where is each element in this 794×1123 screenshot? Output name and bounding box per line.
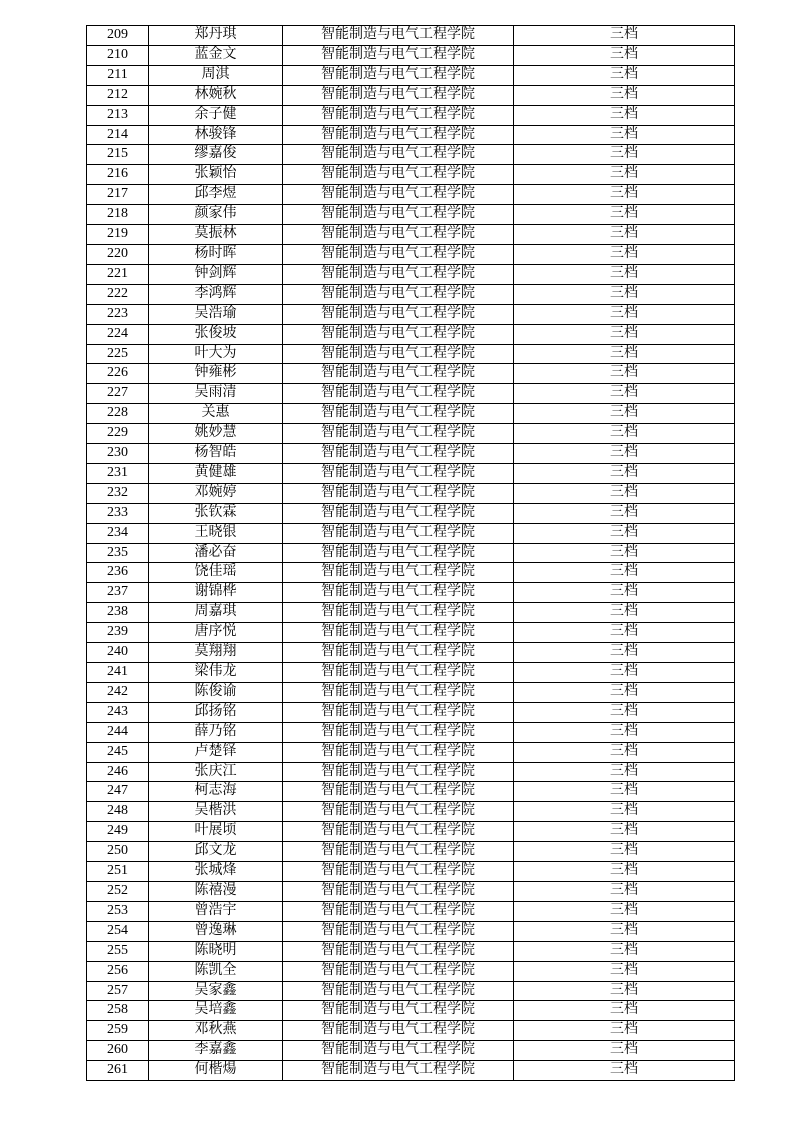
cell-sequence-number: 249 bbox=[87, 822, 149, 842]
cell-student-name: 李嘉鑫 bbox=[149, 1041, 283, 1061]
cell-college-name: 智能制造与电气工程学院 bbox=[283, 165, 514, 185]
cell-sequence-number: 248 bbox=[87, 802, 149, 822]
cell-college-name: 智能制造与电气工程学院 bbox=[283, 65, 514, 85]
cell-tier-level: 三档 bbox=[514, 463, 735, 483]
cell-tier-level: 三档 bbox=[514, 682, 735, 702]
cell-tier-level: 三档 bbox=[514, 1021, 735, 1041]
cell-sequence-number: 217 bbox=[87, 185, 149, 205]
cell-student-name: 邱文龙 bbox=[149, 842, 283, 862]
cell-sequence-number: 225 bbox=[87, 344, 149, 364]
cell-student-name: 陈凯全 bbox=[149, 961, 283, 981]
cell-sequence-number: 253 bbox=[87, 901, 149, 921]
cell-sequence-number: 236 bbox=[87, 563, 149, 583]
cell-student-name: 莫振林 bbox=[149, 225, 283, 245]
cell-sequence-number: 243 bbox=[87, 702, 149, 722]
cell-sequence-number: 244 bbox=[87, 722, 149, 742]
cell-sequence-number: 210 bbox=[87, 45, 149, 65]
cell-college-name: 智能制造与电气工程学院 bbox=[283, 503, 514, 523]
cell-college-name: 智能制造与电气工程学院 bbox=[283, 85, 514, 105]
table-row bbox=[87, 682, 735, 702]
table-row bbox=[87, 483, 735, 503]
table-row bbox=[87, 523, 735, 543]
cell-college-name: 智能制造与电气工程学院 bbox=[283, 563, 514, 583]
cell-sequence-number: 223 bbox=[87, 304, 149, 324]
cell-tier-level: 三档 bbox=[514, 304, 735, 324]
cell-tier-level: 三档 bbox=[514, 722, 735, 742]
cell-college-name: 智能制造与电气工程学院 bbox=[283, 881, 514, 901]
cell-sequence-number: 231 bbox=[87, 463, 149, 483]
table-row bbox=[87, 45, 735, 65]
cell-sequence-number: 246 bbox=[87, 762, 149, 782]
cell-college-name: 智能制造与电气工程学院 bbox=[283, 901, 514, 921]
cell-tier-level: 三档 bbox=[514, 663, 735, 683]
cell-student-name: 张钦霖 bbox=[149, 503, 283, 523]
table-row bbox=[87, 264, 735, 284]
cell-student-name: 钟剑辉 bbox=[149, 264, 283, 284]
cell-tier-level: 三档 bbox=[514, 543, 735, 563]
table-row bbox=[87, 921, 735, 941]
cell-tier-level: 三档 bbox=[514, 185, 735, 205]
cell-college-name: 智能制造与电气工程学院 bbox=[283, 822, 514, 842]
cell-student-name: 叶大为 bbox=[149, 344, 283, 364]
cell-tier-level: 三档 bbox=[514, 742, 735, 762]
cell-college-name: 智能制造与电气工程学院 bbox=[283, 45, 514, 65]
cell-college-name: 智能制造与电气工程学院 bbox=[283, 26, 514, 46]
cell-student-name: 张城烽 bbox=[149, 862, 283, 882]
cell-college-name: 智能制造与电气工程学院 bbox=[283, 1021, 514, 1041]
cell-student-name: 莫翔翔 bbox=[149, 643, 283, 663]
table-row bbox=[87, 1001, 735, 1021]
cell-college-name: 智能制造与电气工程学院 bbox=[283, 583, 514, 603]
cell-sequence-number: 216 bbox=[87, 165, 149, 185]
cell-student-name: 梁伟龙 bbox=[149, 663, 283, 683]
cell-student-name: 张俊坡 bbox=[149, 324, 283, 344]
cell-college-name: 智能制造与电气工程学院 bbox=[283, 961, 514, 981]
cell-sequence-number: 227 bbox=[87, 384, 149, 404]
table-row bbox=[87, 225, 735, 245]
cell-college-name: 智能制造与电气工程学院 bbox=[283, 921, 514, 941]
cell-college-name: 智能制造与电气工程学院 bbox=[283, 463, 514, 483]
cell-sequence-number: 222 bbox=[87, 284, 149, 304]
cell-college-name: 智能制造与电气工程学院 bbox=[283, 284, 514, 304]
cell-tier-level: 三档 bbox=[514, 603, 735, 623]
cell-sequence-number: 260 bbox=[87, 1041, 149, 1061]
cell-sequence-number: 238 bbox=[87, 603, 149, 623]
cell-sequence-number: 250 bbox=[87, 842, 149, 862]
cell-student-name: 吴雨清 bbox=[149, 384, 283, 404]
cell-student-name: 缪嘉俊 bbox=[149, 145, 283, 165]
cell-tier-level: 三档 bbox=[514, 862, 735, 882]
cell-tier-level: 三档 bbox=[514, 364, 735, 384]
cell-college-name: 智能制造与电气工程学院 bbox=[283, 663, 514, 683]
cell-sequence-number: 219 bbox=[87, 225, 149, 245]
table-row bbox=[87, 1021, 735, 1041]
cell-student-name: 薛乃铭 bbox=[149, 722, 283, 742]
table-row bbox=[87, 165, 735, 185]
cell-college-name: 智能制造与电气工程学院 bbox=[283, 225, 514, 245]
table-row bbox=[87, 205, 735, 225]
cell-student-name: 曾浩宇 bbox=[149, 901, 283, 921]
table-row bbox=[87, 244, 735, 264]
cell-sequence-number: 229 bbox=[87, 424, 149, 444]
cell-sequence-number: 221 bbox=[87, 264, 149, 284]
table-row bbox=[87, 304, 735, 324]
cell-student-name: 姚妙慧 bbox=[149, 424, 283, 444]
cell-college-name: 智能制造与电气工程学院 bbox=[283, 523, 514, 543]
cell-student-name: 杨智皓 bbox=[149, 444, 283, 464]
table-row bbox=[87, 742, 735, 762]
table-row bbox=[87, 1041, 735, 1061]
table-row bbox=[87, 404, 735, 424]
cell-tier-level: 三档 bbox=[514, 702, 735, 722]
cell-tier-level: 三档 bbox=[514, 384, 735, 404]
table-row bbox=[87, 643, 735, 663]
cell-sequence-number: 242 bbox=[87, 682, 149, 702]
cell-college-name: 智能制造与电气工程学院 bbox=[283, 205, 514, 225]
cell-tier-level: 三档 bbox=[514, 623, 735, 643]
cell-tier-level: 三档 bbox=[514, 802, 735, 822]
cell-student-name: 林骏锋 bbox=[149, 125, 283, 145]
cell-sequence-number: 252 bbox=[87, 881, 149, 901]
cell-sequence-number: 255 bbox=[87, 941, 149, 961]
cell-tier-level: 三档 bbox=[514, 85, 735, 105]
cell-tier-level: 三档 bbox=[514, 165, 735, 185]
cell-tier-level: 三档 bbox=[514, 643, 735, 663]
table-row bbox=[87, 603, 735, 623]
cell-tier-level: 三档 bbox=[514, 244, 735, 264]
cell-college-name: 智能制造与电气工程学院 bbox=[283, 1001, 514, 1021]
cell-college-name: 智能制造与电气工程学院 bbox=[283, 862, 514, 882]
cell-college-name: 智能制造与电气工程学院 bbox=[283, 782, 514, 802]
cell-college-name: 智能制造与电气工程学院 bbox=[283, 603, 514, 623]
table-row bbox=[87, 862, 735, 882]
cell-tier-level: 三档 bbox=[514, 145, 735, 165]
table-row bbox=[87, 125, 735, 145]
cell-college-name: 智能制造与电气工程学院 bbox=[283, 125, 514, 145]
cell-sequence-number: 245 bbox=[87, 742, 149, 762]
cell-student-name: 柯志海 bbox=[149, 782, 283, 802]
cell-tier-level: 三档 bbox=[514, 324, 735, 344]
cell-sequence-number: 213 bbox=[87, 105, 149, 125]
table-row bbox=[87, 901, 735, 921]
table-row bbox=[87, 881, 735, 901]
cell-tier-level: 三档 bbox=[514, 264, 735, 284]
cell-tier-level: 三档 bbox=[514, 1061, 735, 1081]
cell-student-name: 邱扬铭 bbox=[149, 702, 283, 722]
cell-college-name: 智能制造与电气工程学院 bbox=[283, 324, 514, 344]
cell-student-name: 钟雍彬 bbox=[149, 364, 283, 384]
cell-tier-level: 三档 bbox=[514, 105, 735, 125]
cell-student-name: 谢锦桦 bbox=[149, 583, 283, 603]
table-row bbox=[87, 384, 735, 404]
table-row bbox=[87, 802, 735, 822]
cell-tier-level: 三档 bbox=[514, 424, 735, 444]
cell-student-name: 陈俊谕 bbox=[149, 682, 283, 702]
cell-college-name: 智能制造与电气工程学院 bbox=[283, 643, 514, 663]
cell-sequence-number: 251 bbox=[87, 862, 149, 882]
cell-tier-level: 三档 bbox=[514, 961, 735, 981]
cell-student-name: 吴培鑫 bbox=[149, 1001, 283, 1021]
table-row bbox=[87, 503, 735, 523]
cell-student-name: 林婉秋 bbox=[149, 85, 283, 105]
table-row bbox=[87, 543, 735, 563]
cell-sequence-number: 230 bbox=[87, 444, 149, 464]
cell-student-name: 关惠 bbox=[149, 404, 283, 424]
cell-college-name: 智能制造与电气工程学院 bbox=[283, 623, 514, 643]
cell-tier-level: 三档 bbox=[514, 921, 735, 941]
cell-tier-level: 三档 bbox=[514, 444, 735, 464]
cell-college-name: 智能制造与电气工程学院 bbox=[283, 1041, 514, 1061]
cell-college-name: 智能制造与电气工程学院 bbox=[283, 344, 514, 364]
cell-student-name: 吴浩瑜 bbox=[149, 304, 283, 324]
cell-student-name: 张庆江 bbox=[149, 762, 283, 782]
table-row bbox=[87, 822, 735, 842]
cell-college-name: 智能制造与电气工程学院 bbox=[283, 145, 514, 165]
table-row bbox=[87, 663, 735, 683]
cell-tier-level: 三档 bbox=[514, 981, 735, 1001]
cell-student-name: 饶佳瑶 bbox=[149, 563, 283, 583]
cell-sequence-number: 232 bbox=[87, 483, 149, 503]
cell-college-name: 智能制造与电气工程学院 bbox=[283, 762, 514, 782]
cell-sequence-number: 218 bbox=[87, 205, 149, 225]
cell-tier-level: 三档 bbox=[514, 344, 735, 364]
table-row bbox=[87, 702, 735, 722]
cell-college-name: 智能制造与电气工程学院 bbox=[283, 941, 514, 961]
cell-student-name: 叶展顷 bbox=[149, 822, 283, 842]
cell-sequence-number: 258 bbox=[87, 1001, 149, 1021]
cell-sequence-number: 241 bbox=[87, 663, 149, 683]
table-row bbox=[87, 364, 735, 384]
table-row bbox=[87, 583, 735, 603]
cell-student-name: 曾逸琳 bbox=[149, 921, 283, 941]
cell-student-name: 邱李煜 bbox=[149, 185, 283, 205]
table-row bbox=[87, 941, 735, 961]
cell-sequence-number: 209 bbox=[87, 26, 149, 46]
cell-college-name: 智能制造与电气工程学院 bbox=[283, 424, 514, 444]
student-tier-table bbox=[86, 25, 735, 1081]
cell-sequence-number: 212 bbox=[87, 85, 149, 105]
cell-sequence-number: 237 bbox=[87, 583, 149, 603]
cell-tier-level: 三档 bbox=[514, 762, 735, 782]
cell-sequence-number: 254 bbox=[87, 921, 149, 941]
cell-tier-level: 三档 bbox=[514, 404, 735, 424]
cell-sequence-number: 233 bbox=[87, 503, 149, 523]
cell-student-name: 周嘉琪 bbox=[149, 603, 283, 623]
cell-college-name: 智能制造与电气工程学院 bbox=[283, 105, 514, 125]
cell-sequence-number: 211 bbox=[87, 65, 149, 85]
cell-sequence-number: 215 bbox=[87, 145, 149, 165]
table-row bbox=[87, 324, 735, 344]
table-row bbox=[87, 26, 735, 46]
cell-tier-level: 三档 bbox=[514, 503, 735, 523]
cell-student-name: 吴家鑫 bbox=[149, 981, 283, 1001]
cell-student-name: 卢楚铎 bbox=[149, 742, 283, 762]
cell-student-name: 邓婉婷 bbox=[149, 483, 283, 503]
table-row bbox=[87, 623, 735, 643]
cell-college-name: 智能制造与电气工程学院 bbox=[283, 742, 514, 762]
cell-college-name: 智能制造与电气工程学院 bbox=[283, 185, 514, 205]
cell-sequence-number: 226 bbox=[87, 364, 149, 384]
cell-student-name: 陈晓明 bbox=[149, 941, 283, 961]
cell-sequence-number: 235 bbox=[87, 543, 149, 563]
cell-college-name: 智能制造与电气工程学院 bbox=[283, 384, 514, 404]
cell-sequence-number: 214 bbox=[87, 125, 149, 145]
cell-tier-level: 三档 bbox=[514, 881, 735, 901]
cell-college-name: 智能制造与电气工程学院 bbox=[283, 304, 514, 324]
cell-tier-level: 三档 bbox=[514, 45, 735, 65]
cell-college-name: 智能制造与电气工程学院 bbox=[283, 802, 514, 822]
cell-student-name: 何楷煬 bbox=[149, 1061, 283, 1081]
table-row bbox=[87, 463, 735, 483]
cell-student-name: 周淇 bbox=[149, 65, 283, 85]
cell-tier-level: 三档 bbox=[514, 26, 735, 46]
table-row bbox=[87, 762, 735, 782]
cell-tier-level: 三档 bbox=[514, 284, 735, 304]
cell-college-name: 智能制造与电气工程学院 bbox=[283, 1061, 514, 1081]
table-row bbox=[87, 424, 735, 444]
table-row bbox=[87, 842, 735, 862]
cell-college-name: 智能制造与电气工程学院 bbox=[283, 722, 514, 742]
cell-tier-level: 三档 bbox=[514, 523, 735, 543]
table-row bbox=[87, 444, 735, 464]
cell-sequence-number: 224 bbox=[87, 324, 149, 344]
table-row bbox=[87, 722, 735, 742]
table-row bbox=[87, 65, 735, 85]
cell-college-name: 智能制造与电气工程学院 bbox=[283, 404, 514, 424]
table-row bbox=[87, 105, 735, 125]
table-row bbox=[87, 782, 735, 802]
cell-tier-level: 三档 bbox=[514, 583, 735, 603]
cell-tier-level: 三档 bbox=[514, 1041, 735, 1061]
table-row bbox=[87, 961, 735, 981]
table-row bbox=[87, 344, 735, 364]
cell-student-name: 邓秋燕 bbox=[149, 1021, 283, 1041]
table-row bbox=[87, 85, 735, 105]
cell-college-name: 智能制造与电气工程学院 bbox=[283, 364, 514, 384]
cell-tier-level: 三档 bbox=[514, 842, 735, 862]
cell-tier-level: 三档 bbox=[514, 901, 735, 921]
cell-sequence-number: 239 bbox=[87, 623, 149, 643]
cell-student-name: 唐序悦 bbox=[149, 623, 283, 643]
table-row bbox=[87, 981, 735, 1001]
cell-college-name: 智能制造与电气工程学院 bbox=[283, 682, 514, 702]
cell-college-name: 智能制造与电气工程学院 bbox=[283, 702, 514, 722]
cell-tier-level: 三档 bbox=[514, 225, 735, 245]
table-body bbox=[87, 26, 735, 1081]
cell-sequence-number: 228 bbox=[87, 404, 149, 424]
cell-college-name: 智能制造与电气工程学院 bbox=[283, 244, 514, 264]
cell-student-name: 潘必奋 bbox=[149, 543, 283, 563]
table-row bbox=[87, 1061, 735, 1081]
table-row bbox=[87, 284, 735, 304]
cell-tier-level: 三档 bbox=[514, 822, 735, 842]
cell-student-name: 余子健 bbox=[149, 105, 283, 125]
cell-sequence-number: 256 bbox=[87, 961, 149, 981]
table-row bbox=[87, 145, 735, 165]
cell-college-name: 智能制造与电气工程学院 bbox=[283, 543, 514, 563]
cell-student-name: 郑丹琪 bbox=[149, 26, 283, 46]
cell-tier-level: 三档 bbox=[514, 125, 735, 145]
cell-college-name: 智能制造与电气工程学院 bbox=[283, 981, 514, 1001]
cell-tier-level: 三档 bbox=[514, 205, 735, 225]
cell-sequence-number: 247 bbox=[87, 782, 149, 802]
cell-college-name: 智能制造与电气工程学院 bbox=[283, 444, 514, 464]
cell-sequence-number: 220 bbox=[87, 244, 149, 264]
cell-sequence-number: 240 bbox=[87, 643, 149, 663]
cell-student-name: 吴楷洪 bbox=[149, 802, 283, 822]
cell-college-name: 智能制造与电气工程学院 bbox=[283, 264, 514, 284]
cell-sequence-number: 261 bbox=[87, 1061, 149, 1081]
cell-tier-level: 三档 bbox=[514, 65, 735, 85]
cell-tier-level: 三档 bbox=[514, 941, 735, 961]
cell-student-name: 陈禧漫 bbox=[149, 881, 283, 901]
cell-student-name: 黄健雄 bbox=[149, 463, 283, 483]
cell-college-name: 智能制造与电气工程学院 bbox=[283, 483, 514, 503]
cell-student-name: 张颖怡 bbox=[149, 165, 283, 185]
cell-student-name: 王晓银 bbox=[149, 523, 283, 543]
cell-college-name: 智能制造与电气工程学院 bbox=[283, 842, 514, 862]
cell-student-name: 蓝金文 bbox=[149, 45, 283, 65]
table-row bbox=[87, 563, 735, 583]
table-row bbox=[87, 185, 735, 205]
cell-sequence-number: 259 bbox=[87, 1021, 149, 1041]
cell-tier-level: 三档 bbox=[514, 483, 735, 503]
cell-tier-level: 三档 bbox=[514, 782, 735, 802]
cell-sequence-number: 234 bbox=[87, 523, 149, 543]
cell-tier-level: 三档 bbox=[514, 1001, 735, 1021]
cell-tier-level: 三档 bbox=[514, 563, 735, 583]
cell-student-name: 颜家伟 bbox=[149, 205, 283, 225]
cell-student-name: 杨时晖 bbox=[149, 244, 283, 264]
cell-student-name: 李鸿辉 bbox=[149, 284, 283, 304]
cell-sequence-number: 257 bbox=[87, 981, 149, 1001]
